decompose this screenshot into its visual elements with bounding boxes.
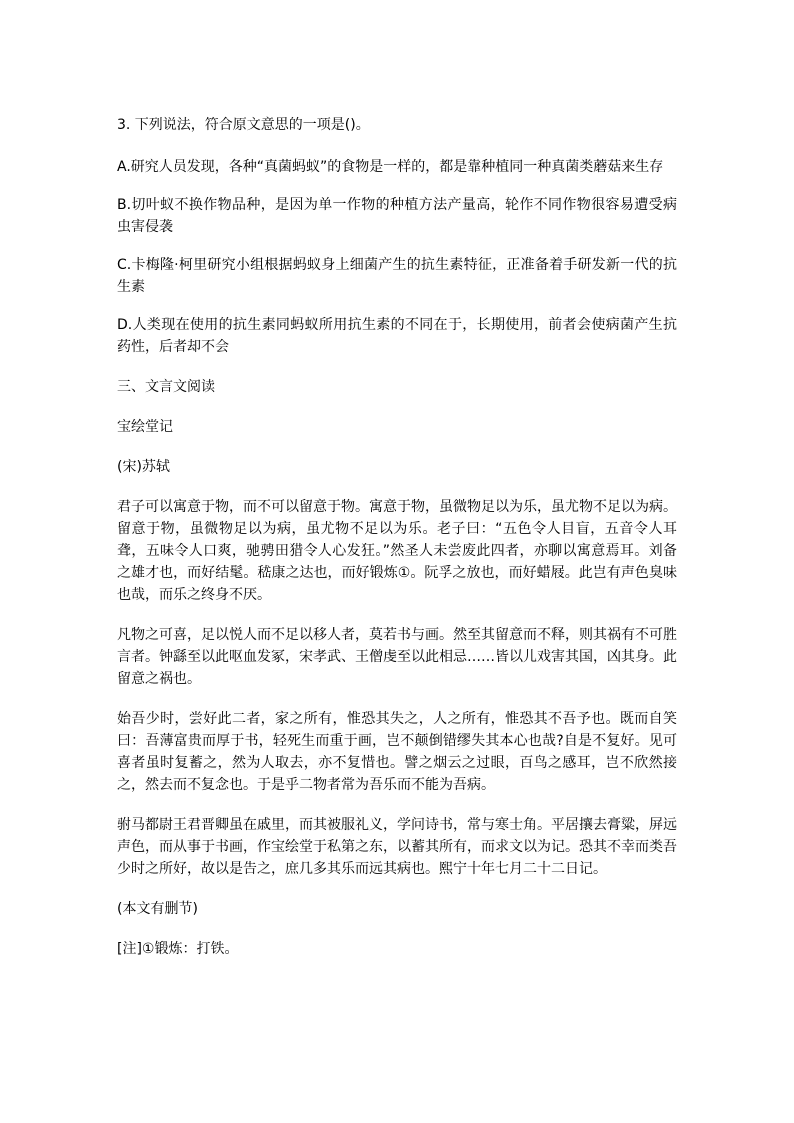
passage-paragraph: 驸马都尉王君晋卿虽在戚里，而其被服礼义，学问诗书，常与寒士角。平居攘去膏粱，屏远声色，而从事于书画，作宝绘堂于私第之东，以蓄其所有，而求文以为记。恐其不幸而类吾少时之所好，故以是告之，庶几多其乐而远其病也。熙宁十年七月二十二日记。 (117, 817, 677, 877)
option-d: D.人类现在使用的抗生素同蚂蚁所用抗生素的不同在于，长期使用，前者会使病菌产生抗药性，后者却不会 (117, 317, 677, 355)
passage-title: 宝绘堂记 (117, 419, 173, 435)
deletion-note: (本文有删节) (117, 901, 198, 917)
passage-paragraph: 凡物之可喜，足以悦人而不足以移人者，莫若书与画。然至其留意而不释，则其祸有不可胜言者。钟繇至以此呕血发冢，宋孝武、王僧虔至以此相忌……皆以儿戏害其国，凶其身。此留意之祸也。 (117, 627, 677, 687)
question-stem: 3. 下列说法，符合原文意思的一项是()。 (117, 117, 370, 133)
passage-paragraph: 君子可以寓意于物，而不可以留意于物。寓意于物，虽微物足以为乐，虽尤物不足以为病。留意于物，虽微物足以为病，虽尤物不足以为乐。老子曰：“五色令人目盲，五音令人耳聋，五味令人口爽，驰骋田猎令人心发狂。”然圣人未尝废此四者，亦聊以寓意焉耳。刘备之雄才也，而好结髦。嵇康之达也，而好锻炼①。阮孚之放也，而好蜡屐。此岂有声色臭味也哉，而乐之终身不厌。 (117, 499, 677, 603)
option-b: B.切叶蚁不换作物品种，是因为单一作物的种植方法产量高，轮作不同作物很容易遭受病虫害侵袭 (117, 197, 677, 235)
passage-author: (宋)苏轼 (117, 459, 170, 475)
option-a: A.研究人员发现，各种“真菌蚂蚁”的食物是一样的，都是靠种植同一种真菌类蘑菇来生存 (117, 159, 664, 175)
footnote: [注]①锻炼：打铁。 (117, 941, 239, 957)
passage-paragraph: 始吾少时，尝好此二者，家之所有，惟恐其失之，人之所有，惟恐其不吾予也。既而自笑曰：吾薄富贵而厚于书，轻死生而重于画，岂不颠倒错缪失其本心也哉?自是不复好。见可喜者虽时复蓄之，然为人取去，亦不复惜也。譬之烟云之过眼，百鸟之感耳，岂不欣然接之，然去而不复念也。于是乎二物者常为吾乐而不能为吾病。 (117, 711, 677, 793)
section-heading: 三、文言文阅读 (117, 379, 215, 395)
option-c: C.卡梅隆·柯里研究小组根据蚂蚁身上细菌产生的抗生素特征，正准备着手研发新一代的抗生素 (117, 257, 677, 295)
document-page (117, 114, 677, 978)
